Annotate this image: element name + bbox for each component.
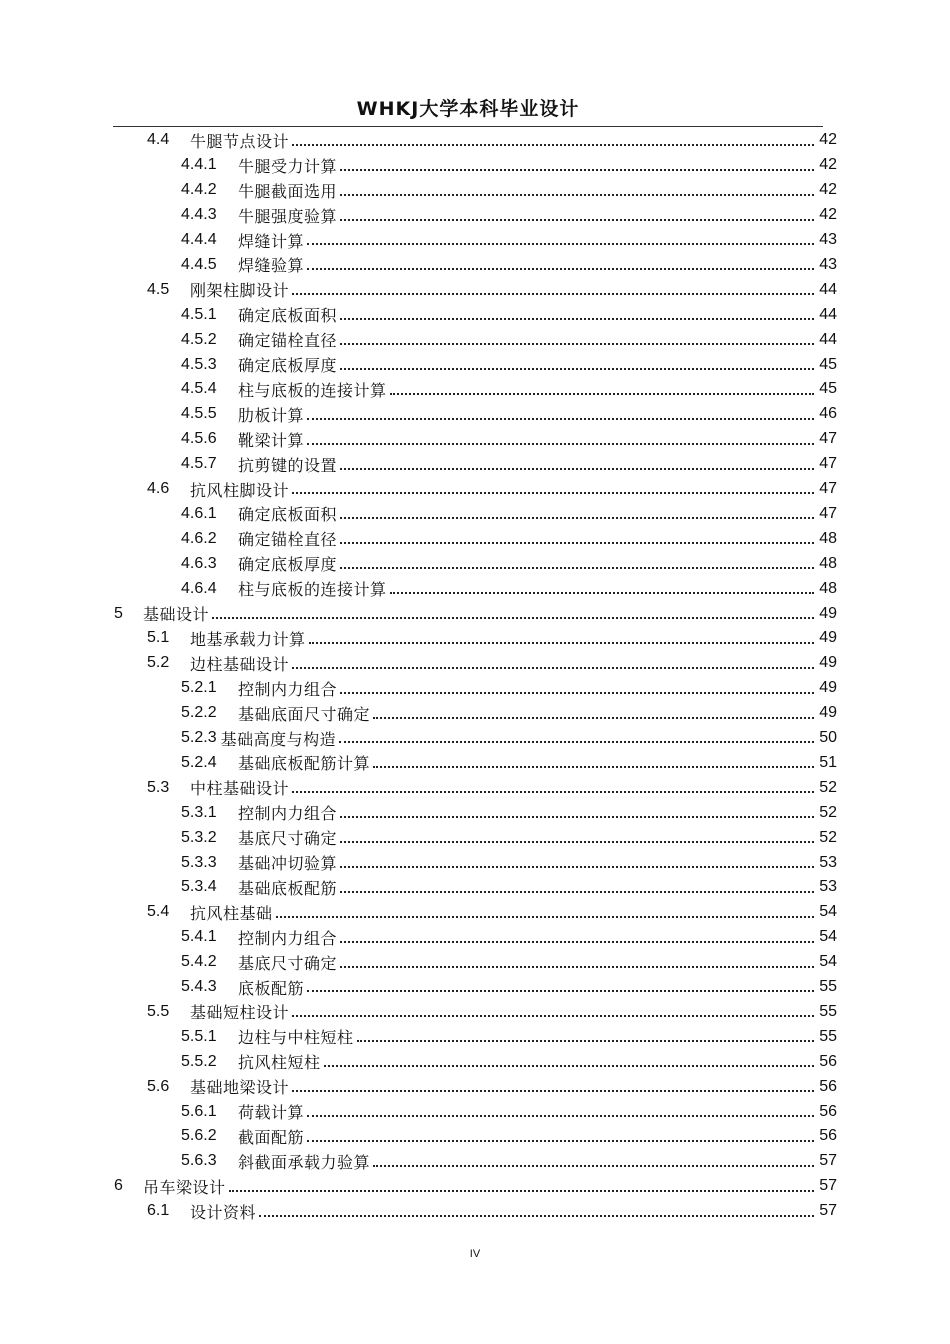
toc-entry-page: 49 — [819, 654, 837, 672]
toc-entry-title: 刚架柱脚设计 — [190, 281, 290, 301]
toc-entry[interactable] — [181, 203, 837, 228]
toc-entry-number: 5.1 — [147, 629, 170, 647]
toc-entry-page: 51 — [819, 753, 837, 771]
toc-entry-page: 43 — [819, 255, 837, 273]
header-title: WHKJ大学本科毕业设计 — [356, 98, 580, 120]
toc-entry-number: 5.2.4 — [181, 753, 217, 771]
toc-entry[interactable] — [181, 751, 837, 776]
toc-entry[interactable] — [181, 925, 837, 950]
toc-entry[interactable] — [181, 800, 837, 825]
toc-entry[interactable] — [181, 1024, 837, 1049]
toc-leader-dots — [292, 491, 814, 494]
toc-entry[interactable] — [181, 502, 837, 527]
toc-leader-dots — [357, 1039, 814, 1042]
toc-entry[interactable] — [147, 900, 837, 925]
toc-entry-title: 柱与底板的连接计算 — [238, 580, 387, 600]
toc-entry-number: 4.6 — [147, 480, 170, 498]
toc-entry-page: 56 — [819, 1127, 837, 1145]
toc-entry-page: 42 — [819, 131, 837, 149]
toc-leader-dots — [373, 716, 814, 719]
toc-entry-title: 抗风柱脚设计 — [190, 480, 290, 500]
toc-entry[interactable] — [181, 551, 837, 576]
toc-leader-dots — [340, 965, 814, 968]
toc-entry-page: 42 — [819, 156, 837, 174]
toc-entry-number: 4.6.4 — [181, 579, 217, 597]
toc-entry[interactable] — [147, 626, 837, 651]
toc-leader-dots — [373, 1164, 814, 1167]
toc-entry-page: 57 — [819, 1202, 837, 1220]
toc-entry[interactable] — [181, 825, 837, 850]
toc-entry-number: 5.2.2 — [181, 704, 217, 722]
toc-entry[interactable] — [181, 302, 837, 327]
toc-entry-number: 5.6.3 — [181, 1152, 217, 1170]
toc-entry[interactable] — [181, 377, 837, 402]
toc-entry-page: 45 — [819, 355, 837, 373]
toc-entry-number: 5.3.3 — [181, 853, 217, 871]
toc-entry[interactable] — [181, 253, 837, 278]
toc-entry-title: 中柱基础设计 — [190, 779, 290, 799]
toc-entry-number: 4.4.1 — [181, 156, 217, 174]
toc-entry-number: 4.5.2 — [181, 330, 217, 348]
toc-leader-dots — [340, 940, 814, 943]
toc-entry-page: 53 — [819, 853, 837, 871]
toc-entry[interactable] — [181, 352, 837, 377]
toc-entry-number: 4.5.4 — [181, 380, 217, 398]
toc-entry-title: 基础设计 — [143, 605, 210, 625]
toc-entry-page: 42 — [819, 181, 837, 199]
toc-entry-title: 牛腿受力计算 — [238, 156, 338, 176]
toc-entry-number: 6 — [114, 1177, 123, 1195]
toc-entry-title: 基础地梁设计 — [190, 1078, 290, 1098]
toc-leader-dots — [292, 666, 814, 669]
toc-entry-page: 44 — [819, 280, 837, 298]
toc-entry-title: 基础冲切验算 — [238, 854, 338, 874]
toc-leader-dots — [307, 1139, 814, 1142]
toc-entry[interactable] — [147, 128, 837, 153]
toc-entry-number: 4.4.5 — [181, 255, 217, 273]
page-header — [113, 96, 823, 127]
toc-entry-title: 边柱与中柱短柱 — [238, 1028, 354, 1048]
toc-leader-dots — [212, 616, 814, 619]
toc-entry[interactable] — [181, 975, 837, 1000]
toc-entry-page: 43 — [819, 231, 837, 249]
toc-entry-number: 5.4.3 — [181, 978, 217, 996]
toc-entry[interactable] — [181, 850, 837, 875]
toc-leader-dots — [340, 840, 814, 843]
toc-leader-dots — [309, 641, 814, 644]
toc-entry-page: 54 — [819, 928, 837, 946]
toc-entry-title: 基底尺寸确定 — [238, 953, 338, 973]
toc-entry[interactable] — [181, 327, 837, 352]
toc-leader-dots — [324, 1064, 814, 1067]
toc-leader-dots — [340, 168, 814, 171]
toc-entry-page: 50 — [819, 729, 837, 747]
toc-leader-dots — [390, 591, 814, 594]
toc-entry-number: 4.4.3 — [181, 206, 217, 224]
toc-entry-page: 49 — [819, 604, 837, 622]
toc-entry-title: 控制内力组合 — [238, 928, 338, 948]
toc-entry-title: 牛腿强度验算 — [238, 206, 338, 226]
toc-entry-page: 42 — [819, 206, 837, 224]
toc-leader-dots — [307, 267, 814, 270]
toc-entry-number: 4.5.7 — [181, 455, 217, 473]
toc-leader-dots — [307, 989, 814, 992]
toc-entry-title: 控制内力组合 — [238, 804, 338, 824]
toc-entry-title: 基础高度与构造 — [220, 729, 337, 749]
toc-entry[interactable] — [181, 576, 837, 601]
toc-entry[interactable] — [147, 775, 837, 800]
toc-entry-page: 52 — [819, 778, 837, 796]
toc-entry-number: 4.5.1 — [181, 305, 217, 323]
toc-entry[interactable] — [147, 277, 837, 302]
toc-entry-number: 4.5.6 — [181, 430, 217, 448]
toc-entry-page: 47 — [819, 504, 837, 522]
toc-entry-page: 56 — [819, 1102, 837, 1120]
toc-entry-page: 54 — [819, 953, 837, 971]
toc-leader-dots — [340, 516, 814, 519]
toc-leader-dots — [276, 915, 814, 918]
toc-leader-dots — [340, 193, 814, 196]
toc-leader-dots — [292, 1089, 814, 1092]
toc-entry-title: 基础短柱设计 — [190, 1003, 290, 1023]
toc-entry[interactable] — [181, 676, 837, 701]
toc-entry-page: 46 — [819, 405, 837, 423]
toc-entry[interactable] — [181, 228, 837, 253]
toc-entry-page: 49 — [819, 679, 837, 697]
toc-leader-dots — [340, 342, 814, 345]
toc-entry[interactable] — [181, 1149, 837, 1174]
toc-entry-title: 确定底板面积 — [238, 306, 338, 326]
toc-leader-dots — [340, 890, 814, 893]
toc-entry-page: 44 — [819, 305, 837, 323]
toc-entry-title: 确定底板面积 — [238, 505, 338, 525]
toc-entry-page: 55 — [819, 1002, 837, 1020]
toc-leader-dots — [340, 815, 814, 818]
toc-leader-dots — [292, 292, 814, 295]
toc-entry-title: 基底尺寸确定 — [238, 829, 338, 849]
toc-entry-number: 5.3.1 — [181, 803, 217, 821]
toc-entry-title: 确定底板厚度 — [238, 356, 338, 376]
toc-entry[interactable] — [181, 726, 837, 751]
toc-entry[interactable] — [181, 701, 837, 726]
toc-entry-number: 5.4.1 — [181, 928, 217, 946]
toc-entry-number: 5.2 — [147, 654, 170, 672]
toc-leader-dots — [340, 367, 814, 370]
toc-entry[interactable] — [181, 1124, 837, 1149]
toc-leader-dots — [292, 143, 814, 146]
toc-entry-number: 4.6.2 — [181, 529, 217, 547]
toc-entry-title: 吊车梁设计 — [143, 1177, 226, 1197]
toc-entry-number: 5.2.1 — [181, 679, 217, 697]
toc-entry-page: 44 — [819, 330, 837, 348]
toc-entry-number: 5.4 — [147, 903, 170, 921]
toc-entry-title: 边柱基础设计 — [190, 654, 290, 674]
toc-entry[interactable] — [114, 1174, 837, 1199]
toc-leader-dots — [292, 790, 814, 793]
toc-entry-title: 抗风柱基础 — [190, 903, 273, 923]
toc-entry[interactable] — [181, 526, 837, 551]
toc-entry-number: 5.3 — [147, 778, 170, 796]
toc-entry[interactable] — [147, 651, 837, 676]
toc-entry-page: 52 — [819, 828, 837, 846]
toc-entry-page: 57 — [819, 1152, 837, 1170]
toc-leader-dots — [340, 691, 814, 694]
toc-leader-dots — [340, 541, 814, 544]
toc-leader-dots — [307, 417, 814, 420]
toc-entry[interactable] — [181, 1099, 837, 1124]
toc-entry-page: 48 — [819, 579, 837, 597]
toc-entry-page: 47 — [819, 430, 837, 448]
toc-entry-number: 5.6.2 — [181, 1127, 217, 1145]
toc-entry-number: 4.5 — [147, 280, 170, 298]
toc-leader-dots — [340, 467, 814, 470]
toc-entry-page: 54 — [819, 903, 837, 921]
toc-entry-page: 48 — [819, 529, 837, 547]
toc-entry-page: 45 — [819, 380, 837, 398]
toc-entry-page: 49 — [819, 704, 837, 722]
toc-entry-number: 4.5.5 — [181, 405, 217, 423]
toc-entry-page: 55 — [819, 978, 837, 996]
toc-entry-page: 52 — [819, 803, 837, 821]
toc-leader-dots — [259, 1214, 814, 1217]
toc-leader-dots — [340, 566, 814, 569]
toc-entry-page: 56 — [819, 1052, 837, 1070]
toc-entry-number: 5.5.2 — [181, 1052, 217, 1070]
toc-entry-number: 4.6.3 — [181, 554, 217, 572]
toc-entry-number: 5.5 — [147, 1002, 170, 1020]
toc-entry-title: 基础底板配筋 — [238, 878, 338, 898]
toc-leader-dots — [340, 865, 814, 868]
toc-entry[interactable] — [147, 1000, 837, 1025]
toc-entry-page: 55 — [819, 1027, 837, 1045]
toc-entry[interactable] — [181, 1049, 837, 1074]
toc-entry[interactable] — [181, 875, 837, 900]
toc-leader-dots — [307, 442, 814, 445]
toc-entry-page: 47 — [819, 480, 837, 498]
toc-entry-page: 49 — [819, 629, 837, 647]
toc-entry-number: 5.6.1 — [181, 1102, 217, 1120]
toc-entry-number: 5.2.3 — [181, 729, 217, 747]
toc-entry-title: 设计资料 — [190, 1202, 257, 1222]
toc-entry-title: 确定底板厚度 — [238, 555, 338, 575]
toc-entry-title: 抗剪键的设置 — [238, 455, 338, 475]
toc-entry-number: 5 — [114, 604, 123, 622]
toc-entry-number: 5.4.2 — [181, 953, 217, 971]
page-number: IV — [469, 1248, 481, 1260]
toc-entry-number: 5.5.1 — [181, 1027, 217, 1045]
toc-entry-page: 53 — [819, 878, 837, 896]
toc-entry-title: 确定锚栓直径 — [238, 530, 338, 550]
toc-entry[interactable] — [147, 1199, 837, 1224]
toc-entry[interactable] — [181, 178, 837, 203]
toc-leader-dots — [340, 317, 814, 320]
toc-entry-title: 肋板计算 — [238, 405, 305, 425]
toc-entry-number: 5.3.4 — [181, 878, 217, 896]
toc-leader-dots — [390, 392, 814, 395]
toc-leader-dots — [229, 1189, 814, 1192]
toc-entry-number: 4.6.1 — [181, 504, 217, 522]
toc-leader-dots — [292, 1014, 814, 1017]
toc-entry-page: 57 — [819, 1177, 837, 1195]
toc-entry-number: 4.4.2 — [181, 181, 217, 199]
toc-entry-title: 控制内力组合 — [238, 679, 338, 699]
toc-entry-title: 截面配筋 — [238, 1127, 305, 1147]
toc-entry[interactable] — [181, 153, 837, 178]
toc-entry-title: 斜截面承载力验算 — [238, 1152, 371, 1172]
toc-leader-dots — [307, 1114, 814, 1117]
toc-entry-number: 4.4 — [147, 131, 170, 149]
toc-entry-page: 56 — [819, 1077, 837, 1095]
toc-entry-number: 5.6 — [147, 1077, 170, 1095]
toc-entry[interactable] — [147, 477, 837, 502]
toc-entry[interactable] — [114, 601, 837, 626]
toc-leader-dots — [307, 242, 814, 245]
toc-entry[interactable] — [181, 950, 837, 975]
toc-entry[interactable] — [181, 427, 837, 452]
toc-entry-title: 焊缝计算 — [238, 231, 305, 251]
toc-entry-title: 柱与底板的连接计算 — [238, 380, 387, 400]
toc-entry[interactable] — [147, 1074, 837, 1099]
toc-entry-number: 4.4.4 — [181, 231, 217, 249]
toc-entry-page: 47 — [819, 455, 837, 473]
toc-entry-title: 焊缝验算 — [238, 256, 305, 276]
toc-entry[interactable] — [181, 402, 837, 427]
toc-entry-title: 底板配筋 — [238, 978, 305, 998]
toc-entry-title: 地基承载力计算 — [190, 629, 306, 649]
toc-entry-title: 荷载计算 — [238, 1103, 305, 1123]
toc-entry-title: 牛腿截面选用 — [238, 181, 338, 201]
toc-entry-number: 5.3.2 — [181, 828, 217, 846]
toc-entry-title: 牛腿节点设计 — [190, 131, 290, 151]
toc-entry[interactable] — [181, 452, 837, 477]
toc-entry-title: 靴梁计算 — [238, 430, 305, 450]
toc-entry-number: 6.1 — [147, 1202, 170, 1220]
toc-entry-title: 基础底面尺寸确定 — [238, 704, 371, 724]
toc-entry-number: 4.5.3 — [181, 355, 217, 373]
toc-entry-title: 确定锚栓直径 — [238, 331, 338, 351]
toc-entry-title: 基础底板配筋计算 — [238, 754, 371, 774]
toc-entry-title: 抗风柱短柱 — [238, 1053, 321, 1073]
toc-leader-dots — [339, 740, 814, 743]
toc-leader-dots — [373, 765, 814, 768]
toc-leader-dots — [340, 218, 814, 221]
toc-entry-page: 48 — [819, 554, 837, 572]
